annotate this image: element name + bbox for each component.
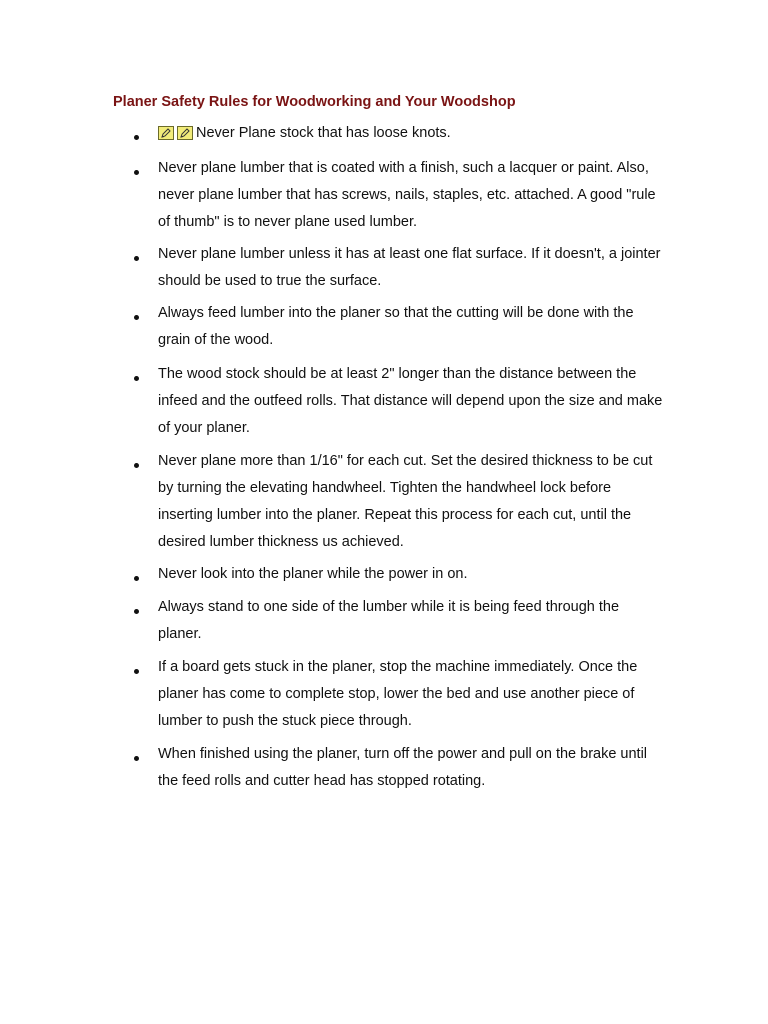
bullet-icon	[134, 669, 139, 674]
rule-text: Never look into the planer while the power in on.	[158, 566, 468, 582]
bullet-icon	[134, 609, 139, 614]
rule-text: If a board gets stuck in the planer, stop the machine immediately. Once the planer has come to complete stop, lower the bed and use another piece of lumber to push the stuck piece through.	[158, 659, 638, 729]
bullet-icon	[134, 256, 139, 261]
inline-icon-group	[158, 123, 196, 138]
bullet-icon	[134, 170, 139, 175]
bullet-icon	[134, 756, 139, 761]
bullet-icon	[134, 576, 139, 581]
pencil-icon	[158, 126, 174, 140]
rule-text: The wood stock should be at least 2" longer than the distance between the infeed and the outfeed rolls. That distance will depend upon the size and make of your planer.	[158, 366, 663, 436]
document-title: Planer Safety Rules for Woodworking and Your Woodshop	[113, 94, 516, 110]
rule-text: Always stand to one side of the lumber while it is being feed through the planer.	[158, 599, 620, 642]
bullet-icon	[134, 463, 139, 468]
rule-text: Always feed lumber into the planer so that the cutting will be done with the grain of the wood.	[158, 305, 634, 348]
pencil-icon	[177, 126, 193, 140]
bullet-icon	[134, 376, 139, 381]
rule-text: When finished using the planer, turn off the power and pull on the brake until the feed rolls and cutter head has stopped rotating.	[158, 746, 648, 789]
rule-text: Never plane more than 1/16" for each cut. Set the desired thickness to be cut by turning the elevating handwheel. Tighten the handwheel lock before inserting lumber into the planer. Repeat this process for each cut, until the desired lumber thickness us achieved.	[158, 453, 653, 550]
bullet-icon	[134, 135, 139, 140]
rule-text: Never plane lumber unless it has at least one flat surface. If it doesn't, a jointer should be used to true the surface.	[158, 246, 661, 289]
bullet-icon	[134, 315, 139, 320]
rule-text: Never plane lumber that is coated with a finish, such a lacquer or paint. Also, never plane lumber that has screws, nails, staples, etc. attached. A good "rule of thumb" is to never plane used lumber.	[158, 160, 656, 230]
rule-text: Never Plane stock that has loose knots.	[196, 125, 451, 141]
